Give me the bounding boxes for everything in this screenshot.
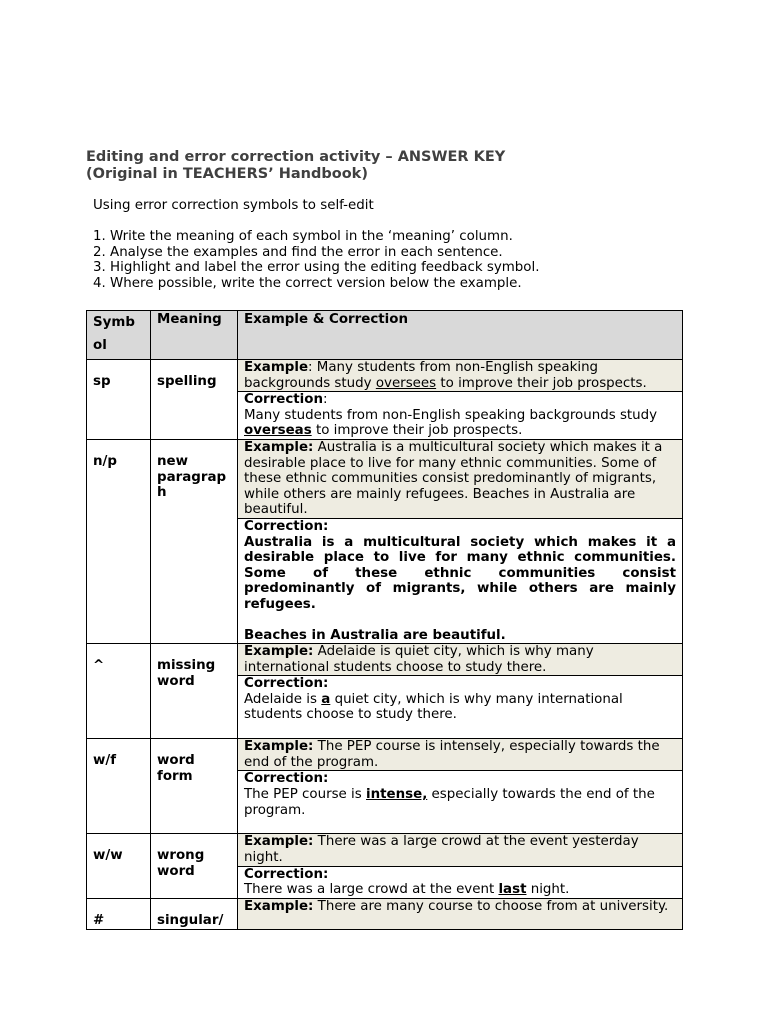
symbol-cell: w/w <box>87 834 151 898</box>
instruction-step: 3. Highlight and label the error using the editing feedback symbol. <box>93 260 540 276</box>
example-cell: Example: Many students from non-English speaking backgrounds study oversees to improve their job prospects. <box>238 360 683 392</box>
meaning-cell: wrong word <box>151 834 238 898</box>
document-title <box>86 149 686 183</box>
example-cell: Example: Adelaide is quiet city, which is why many international students choose to study there. <box>238 644 683 676</box>
correction-cell: Correction: Adelaide is a quiet city, which is why many international students choose to study there. <box>238 676 683 739</box>
meaning-cell: singular/ <box>151 898 238 929</box>
table-row <box>87 898 683 929</box>
table-row <box>87 439 683 518</box>
table-header-row <box>87 311 683 360</box>
example-cell: Example: The PEP course is intensely, especially towards the end of the program. <box>238 739 683 771</box>
instruction-step: 1. Write the meaning of each symbol in the ‘meaning’ column. <box>93 229 513 244</box>
correction-cell: Correction: Australia is a multicultural society which makes it a desirable place to live for many ethnic communities. Some of these ethnic communities consist predominantly of migrants, while others are mainly refugees. Beaches in Australia are beautiful. <box>238 518 683 643</box>
title-line-1: Editing and error correction activity – ANSWER KEY <box>86 149 506 165</box>
instruction-list <box>93 229 539 291</box>
symbol-cell: w/f <box>87 739 151 834</box>
title-line-2: (Original in TEACHERS’ Handbook) <box>86 166 368 182</box>
meaning-cell: missing word <box>151 644 238 739</box>
symbol-cell: # <box>87 898 151 929</box>
table-row <box>87 834 683 866</box>
table-row <box>87 739 683 771</box>
meaning-cell: spelling <box>151 360 238 440</box>
example-cell: Example: Australia is a multicultural society which makes it a desirable place to live for many ethnic communities. Some of these ethnic communities consist predominantly of migrants, while others are mainly refugees. Beaches in Australia are beautiful. <box>238 439 683 518</box>
example-cell: Example: There are many course to choose from at university. <box>238 898 683 929</box>
correction-cell: Correction: Many students from non-English speaking backgrounds study overseas to improve their job prospects. <box>238 392 683 440</box>
intro-text: Using error correction symbols to self-edit <box>93 198 374 213</box>
instruction-step: 4. Where possible, write the correct version below the example. <box>93 275 522 291</box>
symbol-cell: ^ <box>87 644 151 739</box>
table-row <box>87 644 683 676</box>
error-symbol-table <box>86 310 683 930</box>
correction-cell: Correction: There was a large crowd at the event last night. <box>238 866 683 898</box>
example-cell: Example: There was a large crowd at the event yesterday night. <box>238 834 683 866</box>
meaning-cell: new paragrap h <box>151 439 238 643</box>
header-symbol: Symb ol <box>87 311 151 360</box>
correction-cell: Correction: The PEP course is intense, especially towards the end of the program. <box>238 771 683 834</box>
table-row <box>87 360 683 392</box>
symbol-cell: sp <box>87 360 151 440</box>
meaning-cell: word form <box>151 739 238 834</box>
header-meaning: Meaning <box>151 311 238 360</box>
symbol-cell: n/p <box>87 439 151 643</box>
instruction-step: 2. Analyse the examples and find the error in each sentence. <box>93 244 503 260</box>
header-example: Example & Correction <box>238 311 683 360</box>
